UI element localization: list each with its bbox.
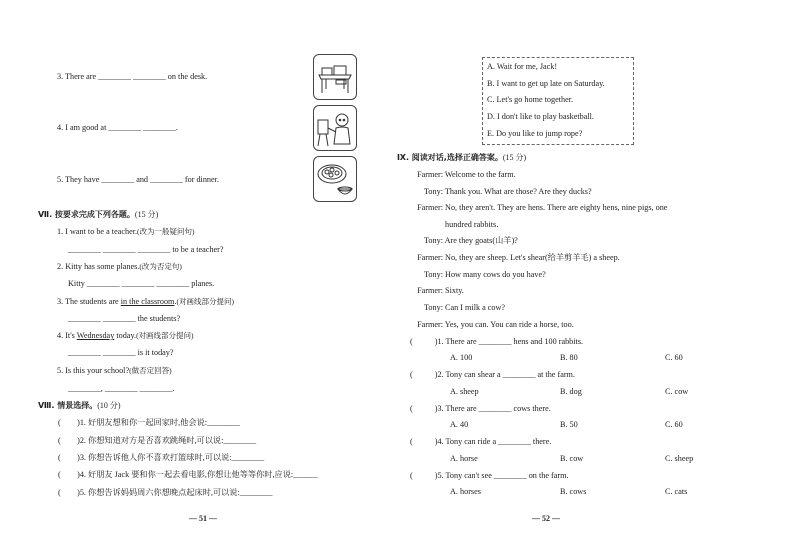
q2-text: 2. Kitty has some planes.	[57, 262, 140, 271]
option-a: A. 40	[450, 420, 469, 429]
dialogue-line	[410, 253, 620, 263]
answer-paren: (	[410, 437, 413, 446]
section-9-heading	[397, 153, 526, 163]
question-3	[410, 404, 551, 414]
box-option-a: A. Wait for me, Jack!	[487, 62, 558, 71]
dialogue-line	[410, 203, 667, 213]
question-5	[410, 471, 569, 481]
q5-text: 5. Is this your school?	[57, 366, 130, 375]
option-c: C. sheep	[665, 454, 694, 463]
dumplings-and-soup-image	[313, 156, 357, 202]
answer-paren: (	[410, 370, 413, 379]
option-c: C. cow	[665, 387, 689, 396]
option-a: A. horse	[450, 454, 478, 463]
section-7-q4-answer: ________ ________ is it today?	[68, 348, 174, 357]
answer-paren: (	[410, 471, 413, 480]
page-number-52: — 52 —	[532, 514, 560, 523]
picture-question-4: 4. I am good at ________ ________.	[57, 123, 178, 132]
section-7-q1	[57, 227, 195, 237]
dialogue-line	[410, 170, 516, 180]
question-4	[410, 437, 551, 447]
section-8-item-5: ( )5. 你想告诉妈妈周六你想晚点起床时,可以说:________	[58, 488, 273, 497]
dialogue-text: Sixty.	[445, 286, 464, 295]
section-8-item-1: ( )1. 好朋友想和你一起回家时,他会说:________	[58, 418, 240, 427]
option-c: C. cats	[665, 487, 688, 496]
q3-note: (对画线部分提问)	[176, 297, 234, 306]
section-8-item-2: ( )2. 你想知道对方是否喜欢跳绳时,可以说:________	[58, 436, 257, 445]
q1-text: 1. I want to be a teacher.	[57, 227, 138, 236]
dialogue-text: Welcome to the farm.	[444, 170, 516, 179]
q2-note: (改为否定句)	[139, 262, 182, 271]
speaker: Farmer:	[417, 203, 443, 212]
section-8-item-4: ( )4. 好朋友 Jack 要和你一起去看电影,你想让他等等你时,应说:______	[58, 470, 318, 479]
speaker: Tony:	[424, 303, 443, 312]
option-c: C. 60	[665, 353, 683, 362]
box-option-c: C. Let's go home together.	[487, 95, 574, 104]
question-text: )3. There are ________ cows there.	[434, 404, 551, 413]
question-text: )1. There are ________ hens and 100 rabbits.	[434, 337, 584, 346]
q4-post: today.	[114, 331, 137, 340]
section-7-q4	[57, 331, 194, 341]
answer-paren: (	[410, 337, 413, 346]
q4-pre: 4. It's	[57, 331, 77, 340]
dialogue-line	[410, 320, 574, 330]
picture-question-3: 3. There are ________ ________ on the desk.	[57, 72, 208, 81]
option-a: A. horses	[450, 487, 481, 496]
dialogue-text: No, they aren't. They are hens. There are eighty hens, nine pigs, one	[445, 203, 668, 212]
option-b: B. cows	[560, 487, 587, 496]
dialogue-line	[410, 286, 464, 296]
section-7-points: (15 分)	[134, 210, 159, 219]
answer-paren: (	[410, 404, 413, 413]
section-7-q5-answer: ________, ________ ________.	[68, 384, 175, 393]
box-option-d: D. I don't like to play basketball.	[487, 112, 594, 121]
speaker: Farmer:	[417, 320, 443, 329]
section-8-points: (10 分)	[97, 401, 121, 410]
speaker: Farmer:	[417, 170, 443, 179]
q3-post: .	[174, 297, 177, 306]
section-8-item-3: ( )3. 你想告诉他人你不喜欢打篮球时,可以说:________	[58, 453, 265, 462]
dialogue-text: Can I milk a cow?	[445, 303, 506, 312]
option-a: A. 100	[450, 353, 473, 362]
section-7-heading	[38, 210, 158, 220]
page-number-51: — 51 —	[189, 514, 217, 523]
option-b: B. 50	[560, 420, 578, 429]
child-painting-image	[313, 105, 357, 151]
q4-note: (对画线部分提问)	[136, 331, 194, 340]
dialogue-line	[410, 236, 518, 246]
dialogue-text: hundred rabbits.	[445, 220, 499, 229]
option-a: A. sheep	[450, 387, 479, 396]
speaker: Farmer:	[417, 286, 443, 295]
option-c: C. 60	[665, 420, 683, 429]
dialogue-text: Thank you. What are those? Are they ducks?	[444, 187, 592, 196]
option-b: B. dog	[560, 387, 582, 396]
q1-note: (改为一般疑问句)	[137, 227, 195, 236]
question-text: )5. Tony can't see ________ on the farm.	[434, 471, 569, 480]
speaker: Tony:	[424, 187, 443, 196]
dialogue-text: Yes, you can. You can ride a horse, too.	[444, 320, 574, 329]
section-7-q1-answer: ________ ________ ________ to be a teacher?	[68, 245, 224, 254]
option-b: B. 80	[560, 353, 578, 362]
speaker: Tony:	[424, 270, 443, 279]
section-8-heading	[38, 401, 121, 411]
question-1	[410, 337, 583, 347]
section-9-title: Ⅸ. 阅读对话,选择正确答案。	[397, 153, 503, 162]
dialogue-line	[410, 187, 592, 197]
question-text: )2. Tony can shear a ________ at the farm.	[434, 370, 575, 379]
section-8-title: Ⅷ. 情景选择。	[38, 401, 98, 410]
dialogue-text: Are they goats(山羊)?	[444, 236, 518, 245]
box-option-b: B. I want to get up late on Saturday.	[487, 79, 605, 88]
q3-underlined: in the classroom	[120, 297, 175, 306]
question-2	[410, 370, 575, 380]
section-7-q2	[57, 262, 182, 272]
q5-note: (做否定回答)	[129, 366, 172, 375]
speaker: Tony:	[424, 236, 443, 245]
dialogue-text: How many cows do you have?	[445, 270, 546, 279]
section-7-q3	[57, 297, 234, 307]
q3-pre: 3. The students are	[57, 297, 121, 306]
section-7-q5	[57, 366, 172, 376]
section-7-q3-answer: ________ ________ the students?	[68, 314, 181, 323]
q4-underlined: Wednesday	[76, 331, 115, 340]
section-7-q2-answer: Kitty ________ ________ ________ planes.	[68, 279, 215, 288]
section-9-points: (15 分)	[502, 153, 527, 162]
section-7-title: Ⅶ. 按要求完成下列各题。	[38, 210, 135, 219]
box-option-e: E. Do you like to jump rope?	[487, 129, 583, 138]
dialogue-line	[410, 303, 505, 313]
question-text: )4. Tony can ride a ________ there.	[434, 437, 552, 446]
dialogue-line	[410, 220, 498, 230]
dialogue-line	[410, 270, 546, 280]
option-b: B. cow	[560, 454, 584, 463]
picture-question-5: 5. They have ________ and ________ for dinner.	[57, 175, 219, 184]
speaker: Farmer:	[417, 253, 443, 262]
dialogue-text: No, they are sheep. Let's shear(给羊剪羊毛) a sheep.	[445, 253, 620, 262]
desk-with-books-image	[313, 54, 357, 100]
